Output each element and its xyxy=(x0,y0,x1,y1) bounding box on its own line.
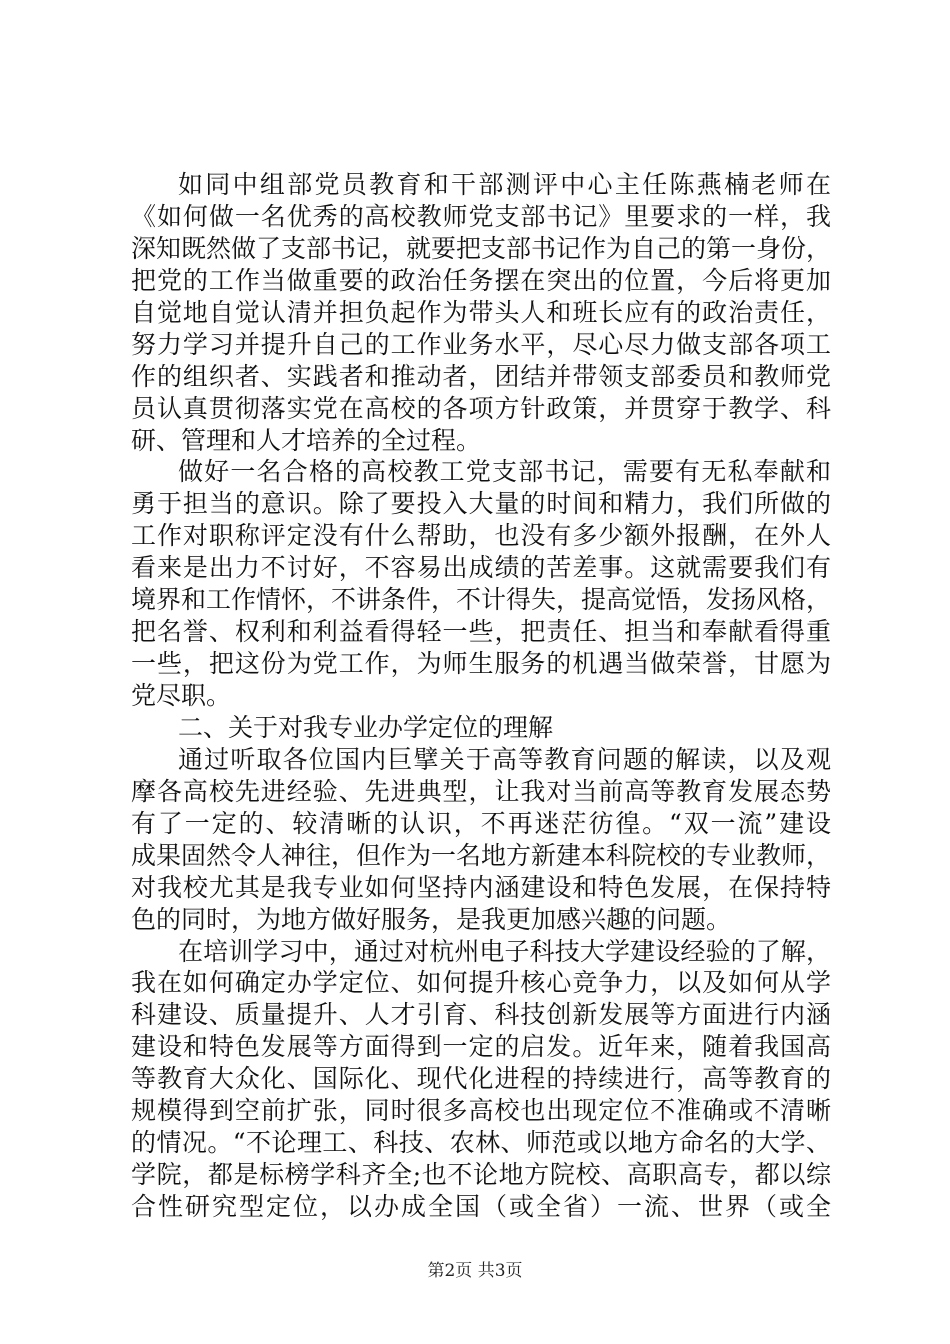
text-line: 把党的工作当做重要的政治任务摆在突出的位置，今后将更加 xyxy=(131,265,831,295)
text-line: 《如何做一名优秀的高校教师党支部书记》里要求的一样，我 xyxy=(131,201,831,231)
text-line: 有了一定的、较清晰的认识，不再迷茫彷徨。“双一流”建设 xyxy=(131,808,831,838)
text-line: 工作对职称评定没有什么帮助，也没有多少额外报酬，在外人 xyxy=(131,521,831,551)
text-line: 境界和工作情怀，不讲条件，不计得失，提高觉悟，发扬风格， xyxy=(131,585,831,615)
body-text xyxy=(131,169,831,1223)
text-line: 通过听取各位国内巨擘关于高等教育问题的解读，以及观 xyxy=(178,744,831,774)
text-line: 学院，都是标榜学科齐全;也不论地方院校、高职高专，都以综 xyxy=(131,1160,831,1190)
text-line: 我在如何确定办学定位、如何提升核心竞争力，以及如何从学 xyxy=(131,968,831,998)
text-line: 勇于担当的意识。除了要投入大量的时间和精力，我们所做的 xyxy=(131,489,831,519)
text-line: 规模得到空前扩张，同时很多高校也出现定位不准确或不清晰 xyxy=(131,1096,831,1126)
text-line: 如同中组部党员教育和干部测评中心主任陈燕楠老师在 xyxy=(178,170,831,199)
text-line: 色的同时，为地方做好服务，是我更加感兴趣的问题。 xyxy=(131,904,732,934)
text-line: 摩各高校先进经验、先进典型，让我对当前高等教育发展态势 xyxy=(131,776,831,806)
text-line: 合性研究型定位，以办成全国（或全省）一流、世界（或全 xyxy=(131,1192,831,1221)
text-line: 等教育大众化、国际化、现代化进程的持续进行，高等教育的 xyxy=(131,1064,831,1094)
text-line: 自觉地自觉认清并担负起作为带头人和班长应有的政治责任， xyxy=(131,297,831,327)
text-line: 深知既然做了支部书记，就要把支部书记作为自己的第一身份， xyxy=(131,233,831,263)
text-line: 的情况。“不论理工、科技、农林、师范或以地方命名的大学、 xyxy=(131,1128,831,1158)
section-heading: 二、关于对我专业办学定位的理解 xyxy=(178,712,554,742)
text-line: 对我校尤其是我专业如何坚持内涵建设和特色发展，在保持特 xyxy=(131,872,831,902)
text-line: 把名誉、权利和利益看得轻一些，把责任、担当和奉献看得重 xyxy=(131,617,831,647)
text-line: 成果固然令人神往，但作为一名地方新建本科院校的专业教师， xyxy=(131,840,831,870)
page-number-footer: 第2页 共3页 xyxy=(427,1261,523,1281)
text-line: 努力学习并提升自己的工作业务水平，尽心尽力做支部各项工 xyxy=(131,329,831,359)
text-line: 科建设、质量提升、人才引育、科技创新发展等方面进行内涵 xyxy=(131,1000,831,1030)
text-line: 作的组织者、实践者和推动者，团结并带领支部委员和教师党 xyxy=(131,361,831,391)
text-line: 做好一名合格的高校教工党支部书记，需要有无私奉献和 xyxy=(178,457,831,487)
text-line: 在培训学习中，通过对杭州电子科技大学建设经验的了解， xyxy=(178,936,831,966)
text-line: 一些，把这份为党工作，为师生服务的机遇当做荣誉，甘愿为 xyxy=(131,649,831,679)
text-line: 员认真贯彻落实党在高校的各项方针政策，并贯穿于教学、科 xyxy=(131,393,831,423)
text-line: 看来是出力不讨好，不容易出成绩的苦差事。这就需要我们有 xyxy=(131,553,831,583)
text-line: 建设和特色发展等方面得到一定的启发。近年来，随着我国高 xyxy=(131,1032,831,1062)
text-line: 党尽职。 xyxy=(131,681,232,710)
text-line: 研、管理和人才培养的全过程。 xyxy=(131,425,482,455)
